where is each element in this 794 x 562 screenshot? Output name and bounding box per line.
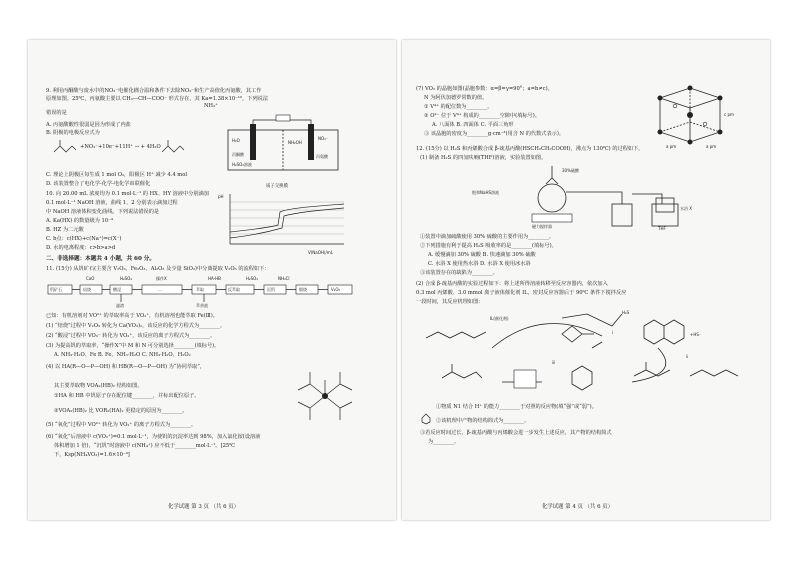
q11-part7-iii: ③ 该晶胞的密度为________g·cm⁻³(用含 N 的代数式表示)。	[424, 131, 565, 137]
q10-option-b: B. HZ 为二元酸	[46, 227, 84, 233]
q9-option-b-equation: +NO₃⁻+10e⁻+11H⁺ → + 4H₂O	[80, 144, 161, 150]
q11-step-extract: 萃取	[196, 287, 204, 292]
q12-part2-line2: 0.3 mol 丙烯酸、3.0 mmol 离子液体催化剂 IL，密封反应容器后于 90℃ 条件下搅拌反应	[416, 290, 627, 296]
q11-step-ore: 钒矿石	[50, 287, 62, 292]
q11-reagent-opx: 操作X	[156, 276, 167, 281]
q11-part6-line3: 下，Ksp(NH₄VO₃)=1.6×10⁻³]	[54, 452, 130, 458]
q9-fig-caption: 质子交换膜	[266, 184, 288, 189]
mech-label-h2s: H₂S	[622, 310, 630, 315]
q12-part1-q1: ①装置中滴加硫酸使用 30% 硫酸的主要作用为________。	[420, 234, 555, 240]
q11-step-calcine: 煅烧	[299, 287, 307, 292]
q12-part2-q2: ②该机理中产物的结构简式为________。	[436, 418, 530, 424]
q11-reagent-cao: CaO	[86, 276, 95, 281]
q11-part7-i: ① V⁴⁺ 的配位数为________。	[424, 104, 493, 110]
q12-part2-line1: (2) 合成 β-巯基丙酸的实验过程如下：将上述所得溶液转移至反应容器内，依次加入	[416, 281, 608, 287]
apparatus-label-bath: 水浴 X	[680, 206, 693, 211]
q11-part7-ii-options: A. 八面体 B. 四面体 C. 平面三角形	[432, 122, 514, 128]
page-4-footer: 化学试题 第 4 页 （共 6 页）	[542, 504, 614, 510]
q11-part4-line2: 其主要萃取物 VOA₂(HB)₂ 结构如图。	[54, 383, 143, 389]
apparatus-label-stirrer: 磁力搅拌器	[532, 224, 552, 229]
q10-titration-plot	[218, 192, 348, 254]
q12-part1-q2-options-2: C. 水浴 X 使用热水浴 D. 水浴 X 使用冰水浴	[428, 261, 531, 267]
q9-fig-label-h2so4: H₂SO₄溶液	[232, 162, 252, 167]
q12-apparatus-figure	[472, 164, 702, 230]
q10-option-a: A. Ka(HX) 的数量级为 10⁻⁴	[46, 218, 113, 224]
q11-reagent-h2so4: H₂SO₄	[120, 276, 132, 281]
q11-part5: (5) “氧化”过程中 VO²⁺ 转化为 VO₂⁺ 的离子方程式为________。	[46, 422, 197, 428]
q10-curve-2	[230, 208, 344, 238]
q9-option-d: D. 该装置整合了电化学-化学-电化学串联催化	[46, 181, 151, 187]
q11-reagent-hahb: HA-HB	[208, 276, 221, 281]
q9-fig-label-water: H₂O	[232, 138, 240, 143]
q9-stem-line3: 错误的是	[46, 110, 67, 116]
q11-step-strip: 反萃取	[228, 287, 240, 292]
q9-stem-line1: 9. 利用丙酮酸与废水中的NO₃⁻电催化耦合温和条件下去除NO₃⁻和生产高值化丙氨酸，其工作	[46, 88, 262, 94]
q11-part3-options: A. NH₃·H₂O、Fe B. Fe、NH₃·H₂O C. NH₃·H₂O、H₂O₂	[54, 352, 191, 358]
cell-label-a1: a pm	[666, 144, 677, 149]
q10-plot-ylabel: pH	[218, 194, 224, 199]
section-2-heading: 二、非选择题：本题共 4 小题，共 60 分。	[46, 256, 155, 262]
q11-voa2hb2-structure	[290, 366, 360, 426]
q11-note: 已知：有机溶剂对 VO²⁺ 的萃取率高于 VO₂⁺，有机溶剂也能萃取 Fe(Ⅲ)。	[46, 313, 218, 319]
q10-stem-line2: 0.1 mol·L⁻¹ NaOH 溶液，曲线 1、2 分别表示滴加过程	[46, 200, 178, 206]
mech-label-step-iii: iii	[552, 360, 556, 365]
q12-part2-q1: ①物质 N1 结合 H⁺ 的能力________于对照的反应物(填“强”或“弱”)。	[436, 404, 597, 410]
q12-stem: 12. (15分) 以 H₂S 和丙烯酸合成 β-巯基丙酸(HSCH₂CH₂COOH)，沸点为 130℃) 的过程如下。	[416, 146, 644, 152]
q9-fig-label-acid: 丙酮酸	[232, 152, 244, 157]
q12-part2-q3-line2: 为________。	[428, 439, 460, 445]
q11-part2: (2) “酸浸”过程中 VO₃⁻ 转化为 VO₂⁺，该反应的离子方程式为________。	[46, 333, 216, 339]
q11-part7-stem: (7) VO₂ 的晶胞如图(晶胞参数：α=β=γ=90°；a=b≠c)。	[416, 86, 553, 92]
q9-fig-label-no3: NO₃⁻	[318, 136, 328, 141]
mech-label-il: IL(催化剂)	[490, 316, 509, 321]
q12-part2-q3-line1: ③若反应时间过长，β-巯基丙酸与丙烯酸会进一步发生上述反应，其产物的结构简式	[420, 430, 612, 436]
q11-part4-q2: ②VOA₂(HB)₂ 比 VOR₂(HA)₂ 更稳定的原因为________。	[54, 408, 188, 414]
q9-option-b: B. 阴极的电极反应式为	[46, 130, 100, 136]
q11-stem: 11. (15分) 从钒矿石(主要含 V₂O₃、Fe₂O₃、Al₂O₃ 及少量 SiO₂)中分离提取 V₂O₅ 的流程如下：	[46, 266, 270, 272]
mech-label-step-i: i	[612, 330, 614, 335]
q11-part4: (4) 以 HA(R—O—P—OH) 和 HB(R—O—P—OH) 为“协同萃取”，	[46, 364, 206, 370]
apparatus-label-acid: 30%硫酸	[562, 168, 579, 173]
q11-flow-steps	[48, 285, 352, 294]
q10-option-c: C. b点：c(HX)+c(Na⁺)=c(X⁻)	[46, 236, 122, 242]
q11-part6-line1: (6) “氧化”后溶液中 c(VO₂⁺)=0.1 mol·L⁻¹，为使钒的沉淀率达到 98%，加入氯化铵(设溶液	[46, 434, 261, 440]
q11-step-product: V₂O₅	[331, 287, 341, 292]
q11-waste-raffinate: 萃余液	[196, 303, 208, 308]
q11-waste-residue: 滤渣	[116, 303, 124, 308]
q9-fig-label-nh2oh: NH₂OH	[288, 140, 302, 145]
q11-reagent-nh4cl: NH₄Cl	[278, 276, 290, 281]
exam-page-3	[28, 40, 396, 520]
q10-plot-xlabel: V(NaOH)/mL	[308, 250, 333, 255]
q11-step-leach: 酸浸	[113, 287, 121, 292]
q12-part1: (1) 制备 H₂S 的四氢呋喃(THF)溶液，实验装置如图。	[420, 155, 547, 161]
q11-step-ellipsis: …	[158, 287, 162, 292]
q11-part1: (1) “焙烧”过程中 V₂O₃ 转化为 Ca(VO₃)₂，该反应的化学方程式为________。	[46, 323, 226, 329]
q10-stem-line3: 中 NaOH 溶液体积变化曲线。下列说法错误的是	[46, 209, 160, 215]
q10-option-d: D. 水的电离程度：c>b>a>d	[46, 245, 116, 251]
q11-part7-sub: N 为阿伏加德罗常数的值。	[424, 95, 488, 101]
q9-fig-label-alanine: 丙氨酸	[316, 154, 328, 159]
q12-mechanism-figure	[422, 308, 752, 396]
q9-electrolysis-figure	[226, 120, 346, 180]
cell-label-a2: a pm	[706, 144, 717, 149]
q11-part6-line2: 体积增加 1 倍)，“沉钒”时溶液中 c(NH₄⁺) 应不低于________mol·L⁻¹。[25℃	[54, 443, 236, 449]
vo2-unit-cell	[650, 78, 734, 149]
q11-step-roast: 焙烧	[83, 287, 91, 292]
q9-option-a: A. 丙氨酸酸性很弱是因为形成了内盐	[46, 122, 131, 128]
q11-flow-reagents	[86, 275, 290, 281]
q11-step-precip: 沉钒	[267, 287, 275, 292]
q9-stem-line2: 原理如图。25℃，丙氨酸主要以 CH₃—CH—COO⁻ 形式存在，其 Ka=1.38×10⁻¹⁰，下列说法	[46, 96, 269, 102]
q12-part1-q2-options-1: A. 缓慢滴加 30% 硫酸 B. 快速滴加 30% 硫酸	[428, 252, 536, 258]
apparatus-label-thf: THF	[658, 226, 666, 231]
apparatus-label-nahs: 饱和NaHS溶液	[472, 190, 499, 195]
cell-label-c: c pm	[724, 112, 734, 117]
q9-option-c: C. 理论上阴极区每生成 1 mol O₂，阳极区 H⁺ 减少 4.4 mol	[46, 172, 187, 178]
q12-part2-q1-structure	[420, 410, 434, 424]
q9-stem-sub: NH₃⁺	[204, 103, 218, 109]
q11-flowchart	[48, 274, 378, 310]
q11-part7-ii: ② O²⁻ 位于 V⁴⁺ 构成的________空隙中(填标号)。	[424, 113, 540, 119]
q11-part4-q1: ①HA 和 HB 中钒原子存在配位键________，并标出配位原子。	[54, 393, 200, 399]
q11-reagent-h2so4-2: H₂SO₄	[246, 276, 258, 281]
q12-part1-q2: ②下列措施有利于提高 H₂S 吸收率的是________(填标号)。	[420, 243, 557, 249]
q10-stem-line1: 10. 向 20.00 mL 浓度均为 0.1 mol·L⁻¹ 的 HX、HY 溶液中分别滴加	[46, 191, 209, 197]
mech-label-step-ii: ii	[686, 354, 689, 359]
page-3-footer: 化学试题 第 3 页 （共 6 页）	[168, 504, 240, 510]
mech-label-hs-minus: +HS⁻	[690, 332, 702, 337]
q11-part3: (3) 为提高钒的萃取率，“操作X”中 M 和 N 可分别选择________(填标号)。	[46, 343, 220, 349]
q12-part2-line3: 一段时间，其反应机理如图：	[416, 299, 484, 305]
exam-page-4	[402, 40, 770, 520]
q12-part1-q3: ③该装置存在的缺陷为________。	[420, 270, 498, 276]
